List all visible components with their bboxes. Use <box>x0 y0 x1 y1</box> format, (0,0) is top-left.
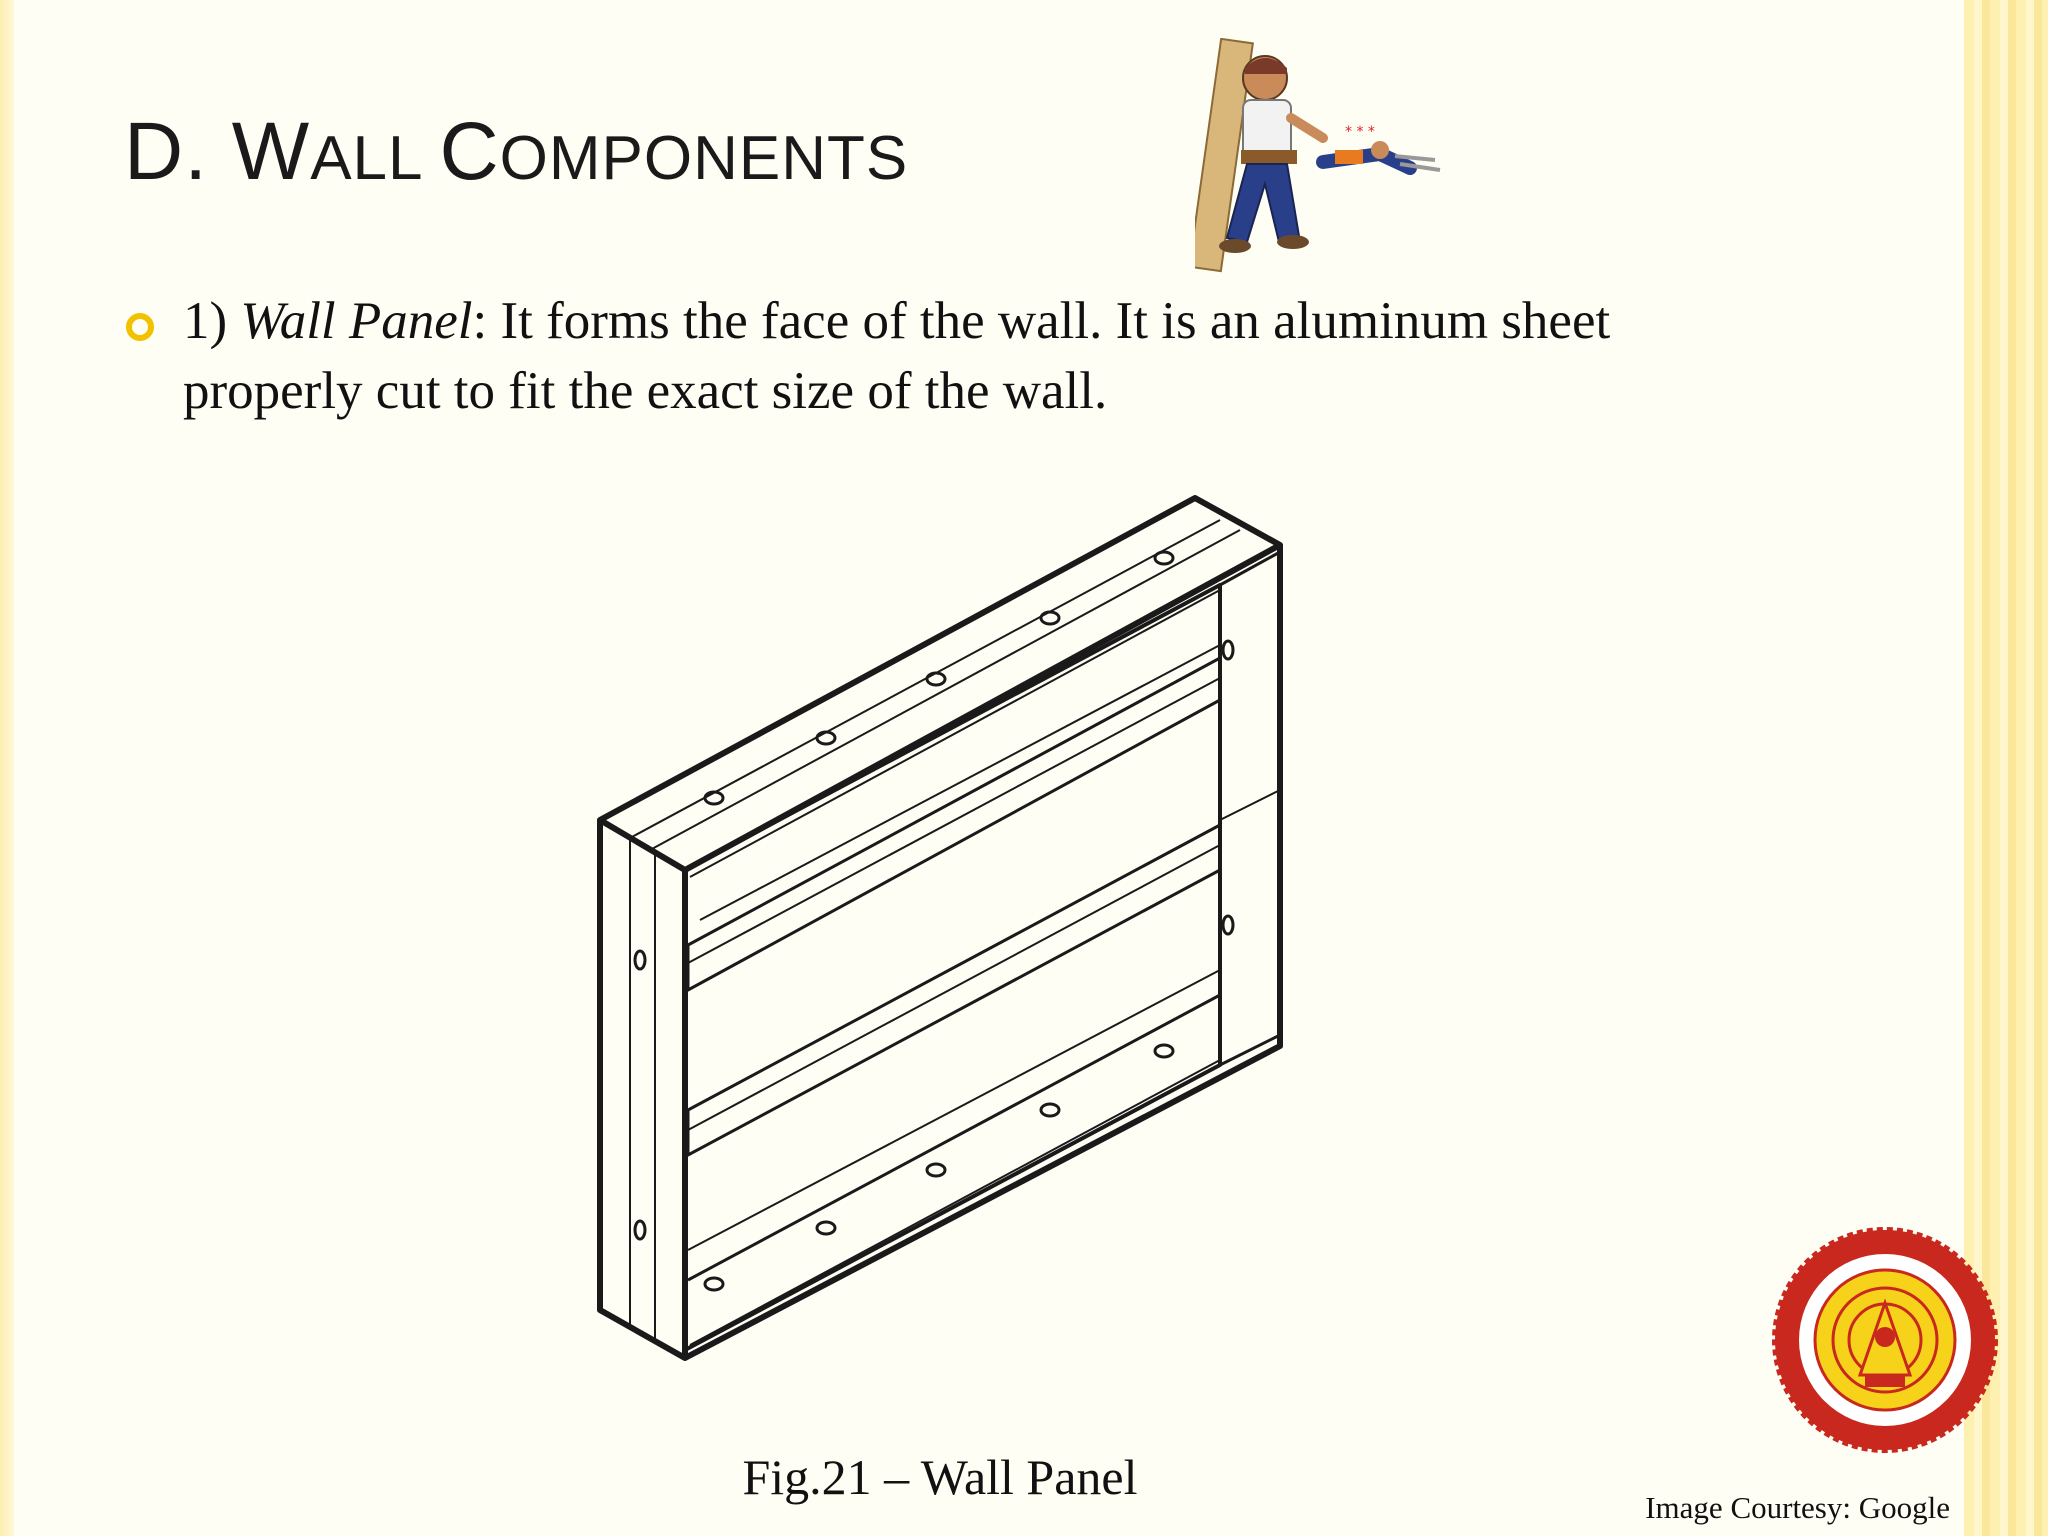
title-part-1: ALL <box>310 124 440 193</box>
bullet-icon <box>126 313 154 341</box>
title-part-2: OMPONENTS <box>499 124 909 193</box>
title-initial: D. W <box>124 106 311 197</box>
title-cap-2: C <box>439 106 500 197</box>
bullet-body: : It forms the face of the wall. It is an aluminum sheet properly cut to fit the exact size of the wall. <box>183 292 1611 420</box>
bullet-number: 1) <box>183 292 241 350</box>
bullet-paragraph <box>183 286 1783 426</box>
bullet-term: Wall Panel <box>240 292 473 350</box>
image-courtesy: Image Courtesy: Google <box>1645 1490 1950 1525</box>
slide-title <box>124 105 908 199</box>
wall-panel-drawing <box>580 490 1320 1370</box>
figure-caption: Fig.21 – Wall Panel <box>742 1449 1138 1505</box>
iit-delhi-seal-icon <box>1770 1225 2000 1455</box>
svg-text:* * *: * * * <box>1345 124 1375 140</box>
left-border-decoration <box>0 0 14 1536</box>
worker-clipart-icon <box>1195 38 1465 278</box>
